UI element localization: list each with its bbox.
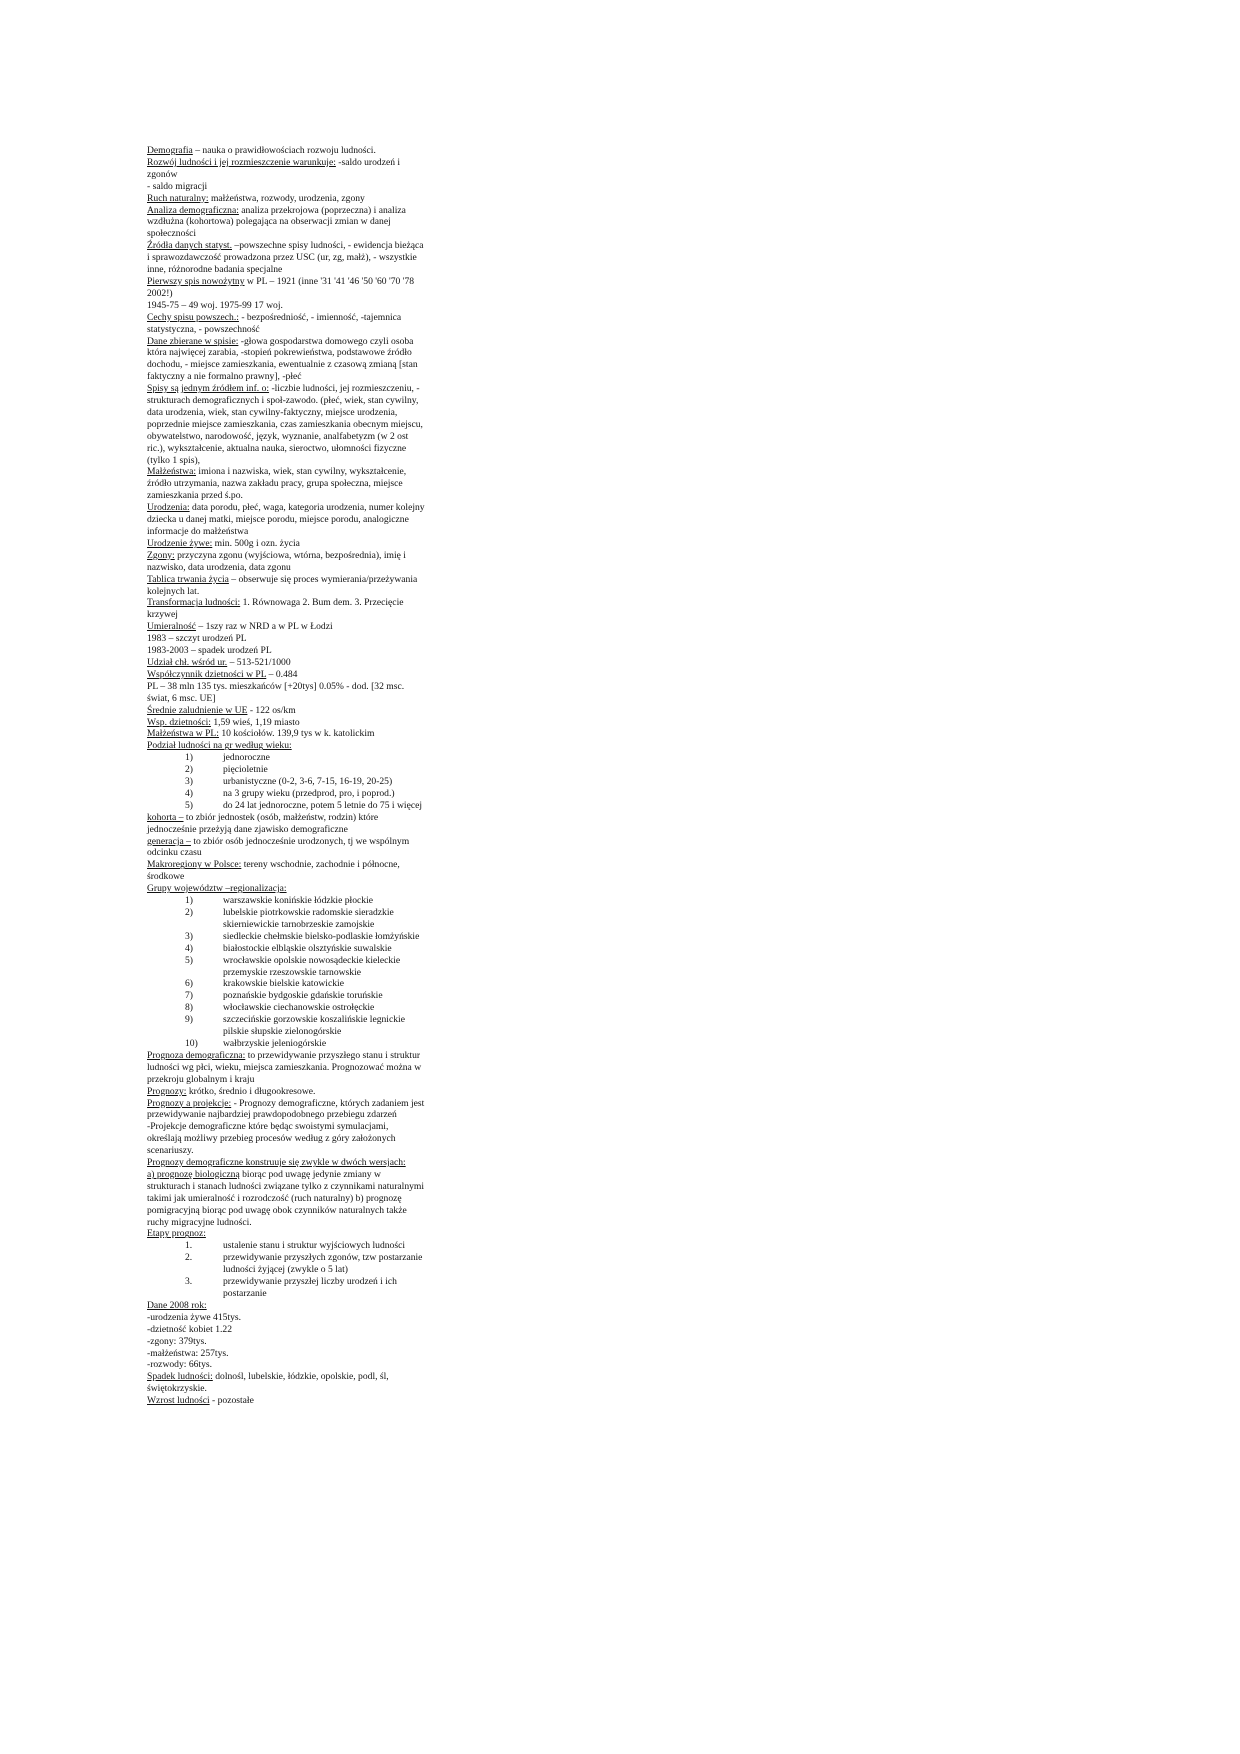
list-item [147, 1240, 425, 1252]
list-item [147, 776, 425, 788]
paragraph-text: -Projekcje demograficzne które będąc swoistymi symulacjami, określają możliwy przebieg procesów według z góry założonych scenariuszy. [147, 1121, 396, 1157]
term-heading: kohorta – [147, 811, 184, 823]
paragraph [147, 205, 425, 241]
list-number: 1. [185, 1240, 193, 1252]
paragraph-text: - 122 os/km [247, 704, 296, 716]
list-text: ustalenie stanu i struktur wyjściowych ludności [223, 1240, 405, 1252]
paragraph-text: -saldo urodzeń i zgonów [147, 156, 401, 180]
paragraph-text: tereny wschodnie, zachodnie i północne, środkowe [147, 859, 400, 883]
paragraph [147, 276, 425, 300]
paragraph-text: w PL – 1921 (inne '31 '41 '46 '50 '60 '70 '78 2002!) [147, 275, 415, 299]
term-heading: Prognozy: [147, 1085, 187, 1097]
paragraph-text: -liczbie ludności, jej rozmieszczeniu, - strukturach demograficznych i społ-zawodo. (płeć, wiek, stan cywilny, data urodzenia, wiek, stan cywilny-faktyczny, miejsce urodzenia, poprzednie miejsce zamieszkania, czas zamieszkania obecnym miejscu, obywatelstwo, narodowość, język, wyznanie, analfabetyzm (w 2 ost ric.), wykształcenie, aktualna nauka, sieroctwo, ułomności fizyczne (tylko 1 spis), [147, 383, 423, 466]
term-heading: Demografia [147, 145, 193, 156]
term-heading: Udział chł. wśród ur. [147, 656, 228, 668]
paragraph [147, 1336, 425, 1348]
paragraph [147, 157, 425, 181]
paragraph [147, 740, 425, 752]
list-text: przewidywanie przyszłej liczby urodzeń i ich postarzanie [223, 1276, 397, 1299]
list-item [147, 907, 425, 931]
paragraph-text: -urodzenia żywe 415tys. [147, 1311, 242, 1323]
list-item [147, 800, 425, 812]
paragraph-text: - saldo migracji [147, 180, 208, 192]
paragraph [147, 859, 425, 883]
term-heading: Prognozy a projekcje: [147, 1097, 232, 1109]
list-item [147, 1014, 425, 1038]
list-text: szczecińskie gorzowskie koszalińskie legnickie pilskie słupskie zielonogórskie [223, 1014, 405, 1038]
paragraph [147, 193, 425, 205]
paragraph-text: - bezpośredniość, - imienność, -tajemnica statystyczna, - powszechność [147, 311, 402, 335]
paragraph [147, 836, 425, 860]
term-heading: Wzrost ludności [147, 1395, 210, 1407]
paragraph-text: 1945-75 – 49 woj. 1975-99 17 woj. [147, 299, 283, 311]
paragraph-text: -zgony: 379tys. [147, 1335, 207, 1347]
list-number: 5) [185, 799, 193, 811]
paragraph-text: – obserwuje się proces wymierania/przeżywania kolejnych lat. [147, 573, 418, 597]
paragraph-text: 10 kościołów. 139,9 tys w k. katolickim [218, 728, 375, 740]
list-number: 3) [185, 776, 193, 788]
list-number: 8) [185, 1002, 193, 1014]
paragraph [147, 1359, 425, 1371]
list-number: 7) [185, 990, 193, 1002]
paragraph [147, 574, 425, 598]
paragraph-text: PL – 38 mln 135 tys. mieszkańców [+20tys] 0.05% - dod. [32 msc. świat, 6 msc. UE] [147, 680, 405, 704]
list-number: 1) [185, 895, 193, 907]
list-item [147, 1002, 425, 1014]
paragraph [147, 657, 425, 669]
list-number: 2) [185, 907, 193, 918]
term-heading: Pierwszy spis nowożytny [147, 275, 245, 287]
paragraph-text: – 0.484 [266, 668, 298, 680]
list-text: krakowskie bielskie katowickie [223, 978, 344, 990]
paragraph [147, 1086, 425, 1098]
term-heading: a) prognozę biologiczną [147, 1168, 240, 1180]
list-item [147, 1276, 425, 1300]
term-heading: Analiza demograficzna: [147, 204, 239, 216]
paragraph [147, 181, 425, 193]
term-heading: Podział ludności na gr według wieku: [147, 740, 292, 752]
paragraph [147, 717, 425, 729]
list-item [147, 1252, 425, 1276]
list-text: siedleckie chełmskie bielsko-podlaskie łomżyńskie [223, 930, 420, 942]
list-number: 4) [185, 787, 193, 799]
paragraph-text: -dzietność kobiet 1.22 [147, 1323, 232, 1335]
list-number: 3. [185, 1276, 193, 1288]
voivodeship-groups-list [147, 895, 425, 1050]
paragraph-text: – 1szy raz w NRD a w PL w Łodzi [196, 621, 333, 633]
paragraph-text: to zbiór osób jednocześnie urodzonych, tj we wspólnym odcinku czasu [147, 835, 410, 859]
term-heading: Spadek ludności: [147, 1371, 213, 1383]
paragraph [147, 705, 425, 717]
list-item [147, 764, 425, 776]
list-number: 10) [185, 1037, 198, 1049]
term-heading: Spisy są jednym źródłem inf. o: [147, 383, 270, 395]
paragraph-text: to zbiór jednostek (osób, małżeństw, rodzin) które jednocześnie przeżyją dane zjawisko demograficzne [147, 811, 379, 835]
list-item [147, 955, 425, 979]
list-number: 2. [185, 1252, 193, 1264]
term-heading: Transformacja ludności: [147, 597, 241, 609]
paragraph [147, 597, 425, 621]
list-text: białostockie elbląskie olsztyńskie suwalskie [223, 942, 392, 954]
term-heading: Tablica trwania życia [147, 573, 229, 585]
list-text: wałbrzyskie jeleniogórskie [223, 1037, 327, 1049]
list-text: pięcioletnie [223, 764, 268, 776]
paragraph-text: 1983-2003 – spadek urodzeń PL [147, 645, 272, 657]
paragraph [147, 1157, 425, 1169]
paragraph [147, 621, 425, 633]
document-text [147, 145, 425, 1407]
paragraph-text: 1. Równowaga 2. Bum dem. 3. Przecięcie krzywej [147, 597, 404, 621]
list-text: przewidywanie przyszłych zgonów, tzw postarzanie ludności żyjącej (zwykle o 5 lat) [223, 1252, 423, 1276]
paragraph-text: przyczyna zgonu (wyjściowa, wtórna, bezpośrednia), imię i nazwisko, data urodzenia, data zgonu [147, 549, 406, 573]
paragraph-text: 1983 – szczyt urodzeń PL [147, 633, 247, 645]
term-heading: Urodzenia: [147, 502, 190, 514]
list-number: 3) [185, 930, 193, 942]
paragraph [147, 312, 425, 336]
list-item [147, 978, 425, 990]
paragraph [147, 1228, 425, 1240]
paragraph [147, 681, 425, 705]
term-heading: Rozwój ludności i jej rozmieszczenie warunkuje: [147, 156, 336, 168]
paragraph-text: krótko, średnio i długookresowe. [186, 1085, 316, 1097]
list-number: 1) [185, 752, 193, 764]
term-heading: Dane 2008 rok: [147, 1299, 207, 1311]
term-heading: Urodzenie żywe: [147, 537, 213, 549]
paragraph-text: min. 500g i ozn. życia [212, 537, 300, 549]
paragraph [147, 466, 425, 502]
paragraph-text: – nauka o prawidłowościach rozwoju ludności. [192, 145, 376, 156]
list-number: 4) [185, 942, 193, 954]
paragraph [147, 1121, 425, 1157]
paragraph-text: –powszechne spisy ludności, - ewidencja bieżąca i sprawozdawczość prowadzona przez USC (ur, zg, małż), - wszystkie inne, różnorodne badania specjalne [147, 240, 424, 276]
paragraph-text: 1,59 wieś, 1,19 miasto [210, 716, 300, 728]
paragraph [147, 300, 425, 312]
term-heading: Cechy spisu powszech.: [147, 311, 239, 323]
list-text: włocławskie ciechanowskie ostrołęckie [223, 1002, 375, 1014]
term-heading: Dane zbierane w spisie: [147, 335, 239, 347]
paragraph-text: -małżeństwa: 257tys. [147, 1347, 229, 1359]
paragraph-text: - pozostałe [209, 1395, 254, 1407]
term-heading: Grupy województw –regionalizacja: [147, 883, 287, 895]
term-heading: Ruch naturalny: [147, 192, 209, 204]
paragraph-text: - Prognozy demograficzne, których zadaniem jest przewidywanie najbardziej prawdopodobnego przebiegu zdarzeń [147, 1097, 425, 1121]
list-number: 6) [185, 978, 193, 990]
paragraph [147, 383, 425, 466]
list-item [147, 1038, 425, 1050]
term-heading: Współczynnik dzietności w PL [147, 668, 267, 680]
term-heading: Średnie zaludnienie w UE [147, 704, 248, 716]
list-text: urbanistyczne (0-2, 3-6, 7-15, 16-19, 20-25) [223, 776, 393, 788]
term-heading: Prognozy demograficzne konstruuje się zwykle w dwóch wersjach: [147, 1157, 406, 1169]
term-heading: Małżeństwa w PL: [147, 728, 219, 740]
term-heading: Wsp. dzietności: [147, 716, 211, 728]
paragraph [147, 1324, 425, 1336]
paragraph [147, 645, 425, 657]
paragraph [147, 1348, 425, 1360]
paragraph [147, 633, 425, 645]
term-heading: Umieralność [147, 621, 197, 633]
paragraph-text: analiza przekrojowa (poprzeczna) i analiza wzdłużna (kohortowa) polegająca na obserwacji zmian w danej społeczności [147, 204, 406, 240]
list-item [147, 943, 425, 955]
paragraph-text: – 513-521/1000 [227, 656, 291, 668]
paragraph [147, 728, 425, 740]
term-heading: Prognoza demograficzna: [147, 1049, 246, 1061]
list-item [147, 752, 425, 764]
list-text: warszawskie konińskie łódzkie płockie [223, 895, 373, 907]
paragraph [147, 1312, 425, 1324]
list-item [147, 788, 425, 800]
paragraph-text: -rozwody: 66tys. [147, 1359, 213, 1371]
paragraph [147, 502, 425, 538]
paragraph-text: -głowa gospodarstwa domowego czyli osoba która najwięcej zarabia, -stopień pokrewieństwa, podstawowe źródło dochodu, - miejsce zamieszkania, ewentualnie z czasową zmianą [stan faktyczny a nie formalno prawny], -płeć [147, 335, 418, 383]
paragraph [147, 669, 425, 681]
paragraph [147, 883, 425, 895]
list-item [147, 990, 425, 1002]
paragraph-text: dolnośl, lubelskie, łódzkie, opolskie, podl, śl, świętokrzyskie. [147, 1371, 389, 1395]
term-heading: Makroregiony w Polsce: [147, 859, 242, 871]
paragraph [147, 1371, 425, 1395]
paragraph [147, 812, 425, 836]
paragraph [147, 240, 425, 276]
term-heading: Zgony: [147, 549, 175, 561]
list-number: 5) [185, 954, 193, 966]
list-item [147, 895, 425, 907]
list-text: na 3 grupy wieku (przedprod, pro, i poprod.) [223, 787, 395, 799]
list-text: wrocławskie opolskie nowosądeckie kieleckie przemyskie rzeszowskie tarnowskie [223, 954, 401, 978]
paragraph [147, 1050, 425, 1086]
paragraph-text: biorąc pod uwagę jedynie zmiany w strukturach i stanach ludności związane tylko z czynnikami naturalnymi takimi jak umieralność i rozrodczość (ruch naturalny) b) prognozę pomigracyjną biorąc pod uwagę obok czynników naturalnych także ruchy migracyjne ludności. [147, 1168, 425, 1228]
paragraph-text: to przewidywanie przyszłego stanu i struktur ludności wg płci, wieku, miejsca zamieszkania. Prognozować można w przekroju globalnym i kraju [147, 1049, 422, 1085]
term-heading: Źródła danych statyst. [147, 240, 232, 252]
forecast-steps-list [147, 1240, 425, 1300]
term-heading: Małżeństwa: [147, 466, 197, 478]
paragraph [147, 1300, 425, 1312]
term-heading: Etapy prognoz: [147, 1228, 206, 1240]
paragraph [147, 1169, 425, 1229]
list-number: 9) [185, 1014, 193, 1026]
paragraph-text: imiona i nazwiska, wiek, stan cywilny, wykształcenie, źródło utrzymania, nazwa zakładu pracy, grupa społeczna, miejsce zamieszkania przed ś.po. [147, 466, 407, 502]
term-heading: generacja – [147, 835, 191, 847]
list-number: 2) [185, 764, 193, 776]
paragraph [147, 538, 425, 550]
list-text: lubelskie piotrkowskie radomskie sieradzkie skierniewickie tarnobrzeskie zamojskie [223, 907, 394, 930]
paragraph [147, 1395, 425, 1407]
paragraph [147, 145, 425, 157]
age-groups-list [147, 752, 425, 812]
paragraph-text: małżeństwa, rozwody, urodzenia, zgony [208, 192, 365, 204]
list-text: poznańskie bydgoskie gdańskie toruńskie [223, 990, 383, 1002]
paragraph-text: data porodu, płeć, waga, kategoria urodzenia, numer kolejny dziecka u danej matki, miejsce porodu, miejsce porodu, analogiczne informacje do małżeństwa [147, 502, 425, 537]
list-item [147, 931, 425, 943]
paragraph [147, 550, 425, 574]
list-text: do 24 lat jednoroczne, potem 5 letnie do 75 i więcej [223, 799, 423, 811]
paragraph [147, 1098, 425, 1122]
list-text: jednoroczne [223, 752, 270, 764]
paragraph [147, 336, 425, 384]
